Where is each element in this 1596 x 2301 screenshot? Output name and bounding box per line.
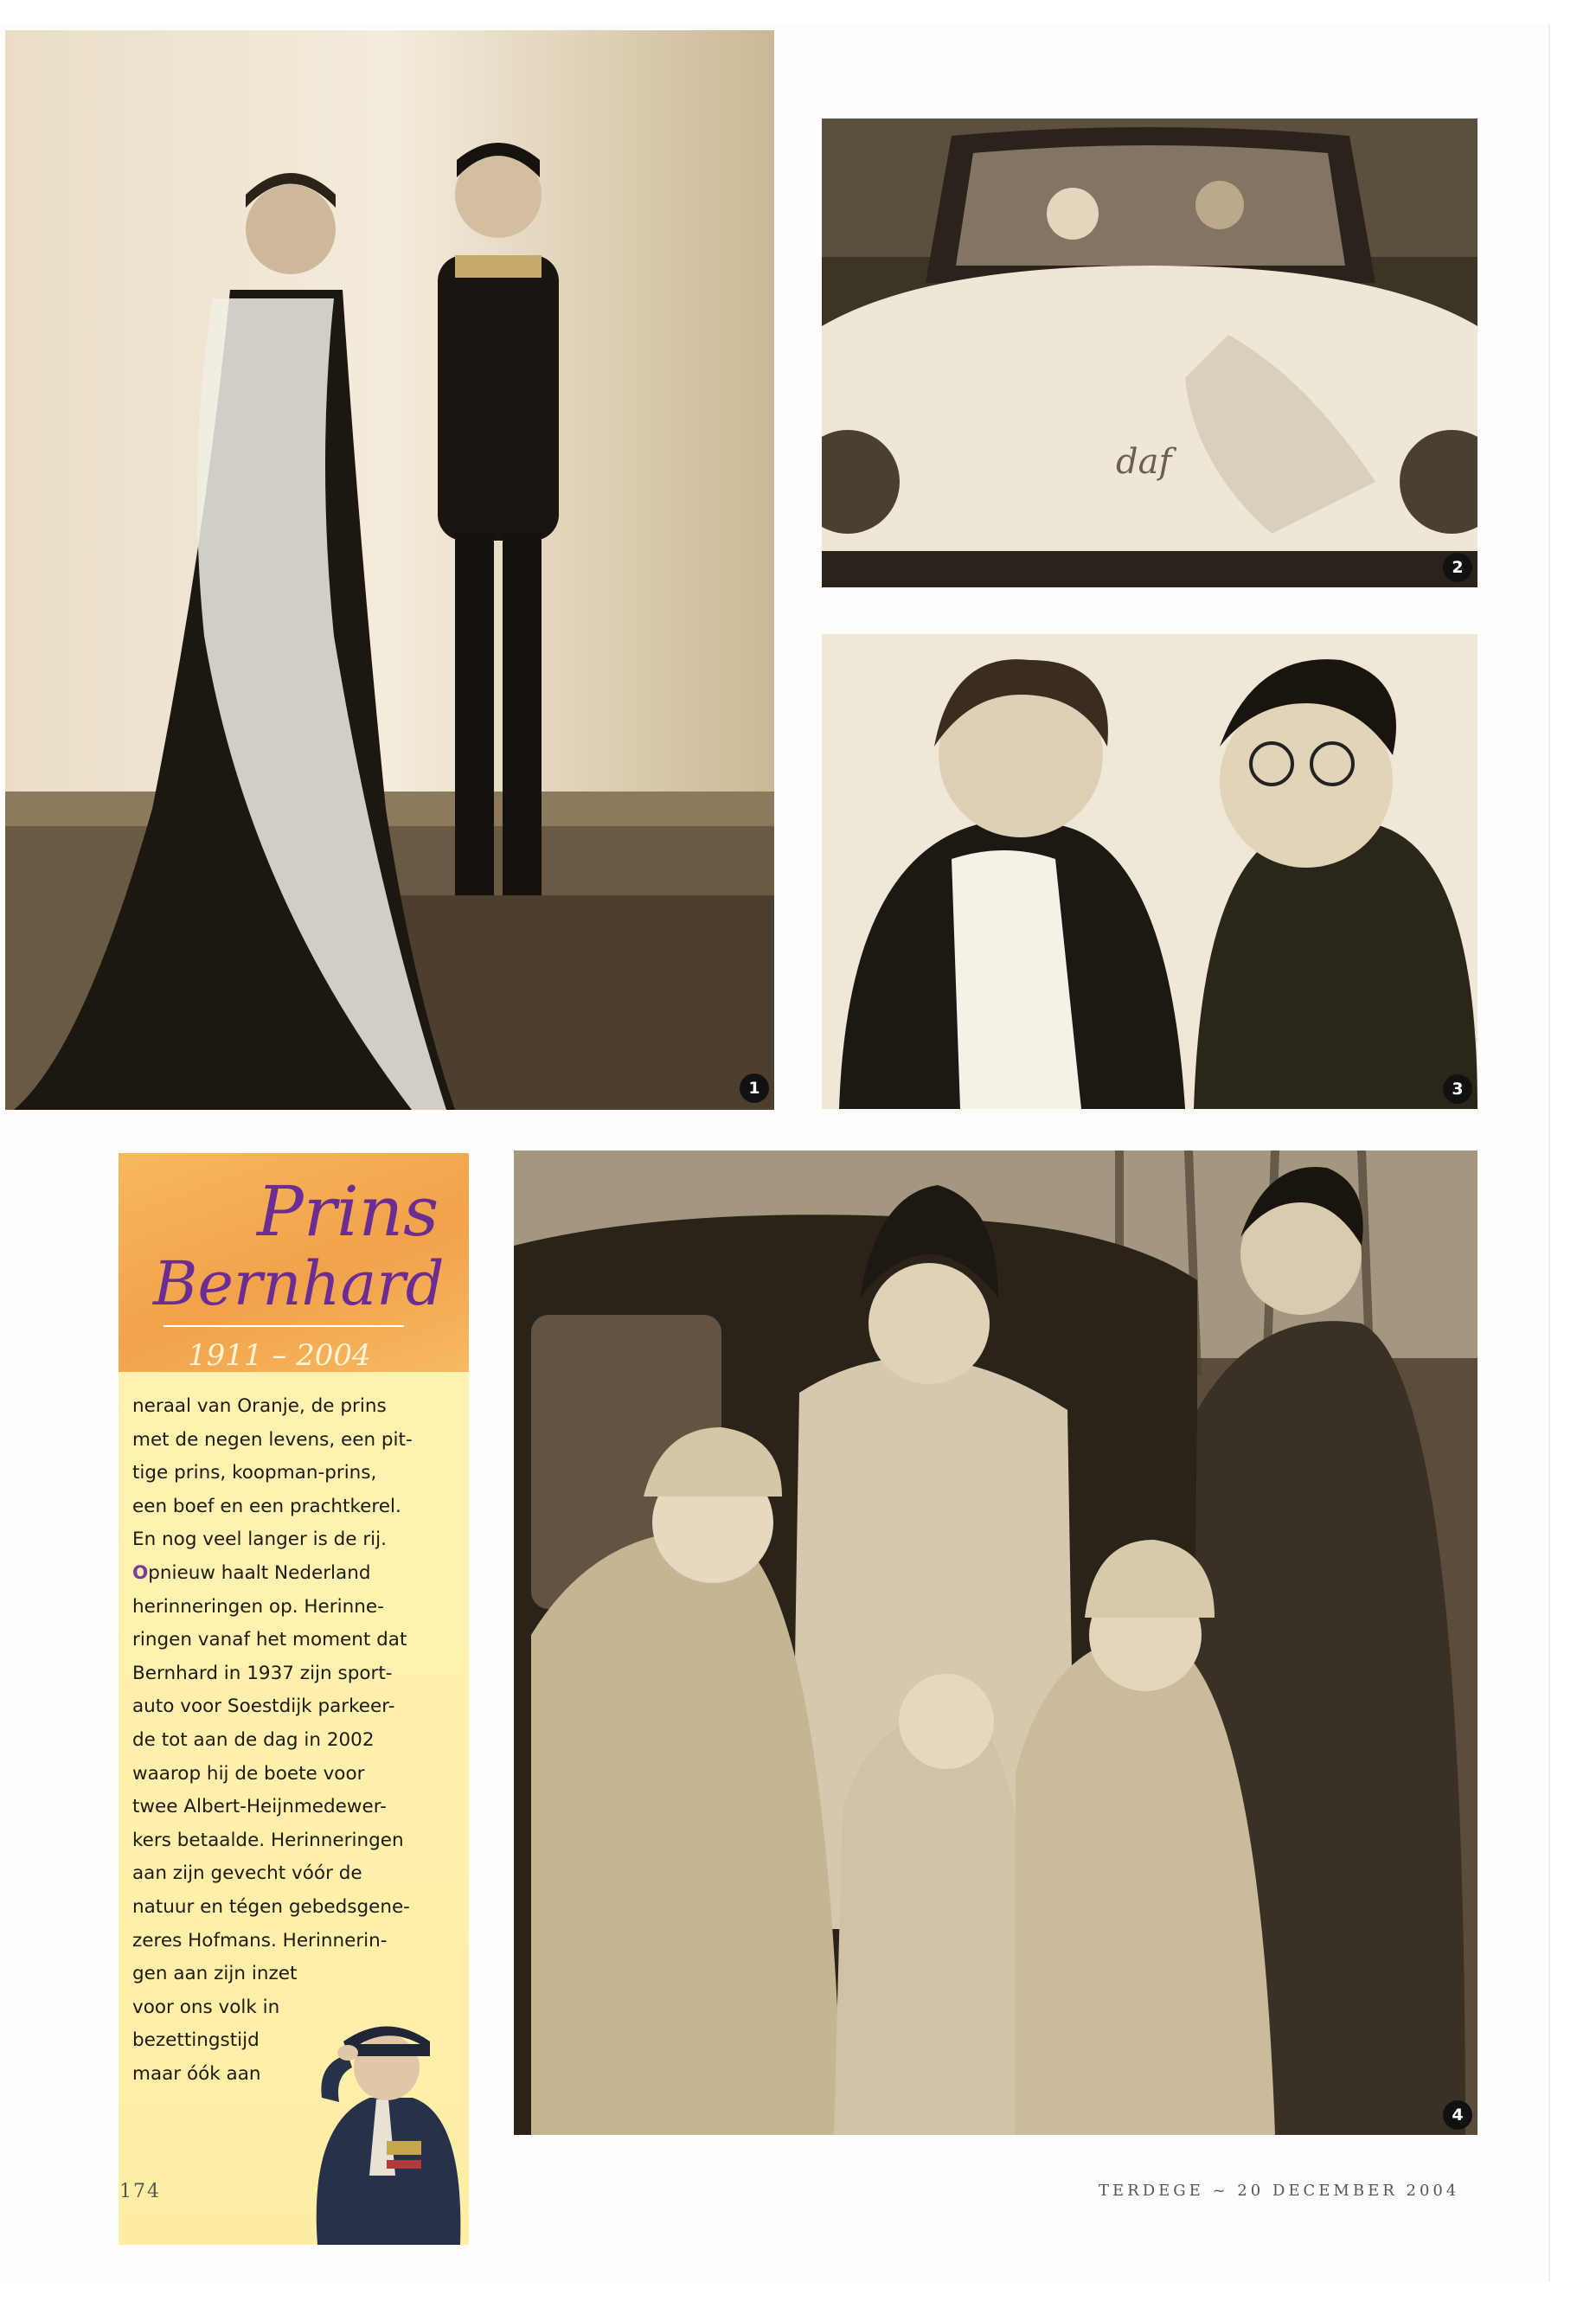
magazine-page — [0, 24, 1550, 2282]
text-line: zeres Hofmans. Herinnerin- — [132, 1929, 388, 1952]
photo-number-badge: 2 — [1443, 553, 1472, 582]
text-line: de tot aan de dag in 2002 — [132, 1728, 375, 1751]
drop-letter: O — [132, 1561, 149, 1584]
car-logo: daf — [1116, 442, 1172, 482]
text-line: ringen vanaf het moment dat — [132, 1629, 407, 1651]
couple-in-car-photo-icon — [822, 119, 1477, 587]
running-footer: TERDEGE ~ 20 DECEMBER 2004 — [1099, 2182, 1460, 2200]
title-years: 1911 – 2004 — [188, 1338, 371, 1372]
title-bernhard: Bernhard — [153, 1248, 445, 1319]
text-line: auto voor Soestdijk parkeer- — [132, 1695, 395, 1718]
text-line: Bernhard in 1937 zijn sport- — [132, 1662, 393, 1684]
text-line: gen aan zijn inzet — [132, 1963, 298, 1985]
text-line: tige prins, koopman-prins, — [132, 1462, 377, 1484]
photo-royal-couple — [5, 30, 774, 1110]
photo-number-badge: 3 — [1443, 1074, 1472, 1104]
text-line: herinneringen op. Herinne- — [132, 1595, 384, 1618]
text-line: aan zijn gevecht vóór de — [132, 1862, 362, 1885]
page-number: 174 — [119, 2181, 161, 2202]
text-line: een boef en een prachtkerel. — [132, 1495, 401, 1517]
text-line: kers betaalde. Herinneringen — [132, 1829, 404, 1851]
sidebar-box — [119, 1153, 469, 2245]
text-line: natuur en tégen gebedsgene- — [132, 1895, 410, 1918]
portrait-royal-couple-ceremonial-dress-icon — [5, 30, 774, 1110]
text-line: met de negen levens, een pit- — [132, 1428, 413, 1451]
title-prins: Prins — [257, 1171, 439, 1252]
photo-smiling-couple — [822, 634, 1477, 1109]
family-with-children-by-car-icon — [514, 1150, 1477, 2135]
text-line: neraal van Oranje, de prins — [132, 1395, 387, 1417]
saluting-officer-photo-icon — [300, 2003, 465, 2245]
text-line: En nog veel langer is de rij. — [132, 1529, 387, 1551]
sidebar-body-text — [132, 1390, 435, 2091]
text-line: twee Albert-Heijnmedewer- — [132, 1796, 387, 1818]
photo-couple-in-car — [822, 119, 1477, 587]
text-line: voor ons volk in — [132, 1996, 280, 2018]
photo-number-badge: 4 — [1443, 2100, 1472, 2130]
text-line: Opnieuw haalt Nederland — [132, 1561, 371, 1584]
smiling-couple-portrait-icon — [822, 634, 1477, 1109]
photo-family-children — [514, 1150, 1477, 2135]
text-line: bezettingstijd — [132, 2029, 260, 2052]
sidebar-title-block — [119, 1153, 469, 1372]
photo-number-badge: 1 — [740, 1074, 769, 1103]
text-line: maar óók aan — [132, 2062, 261, 2085]
text-line: waarop hij de boete voor — [132, 1762, 365, 1785]
